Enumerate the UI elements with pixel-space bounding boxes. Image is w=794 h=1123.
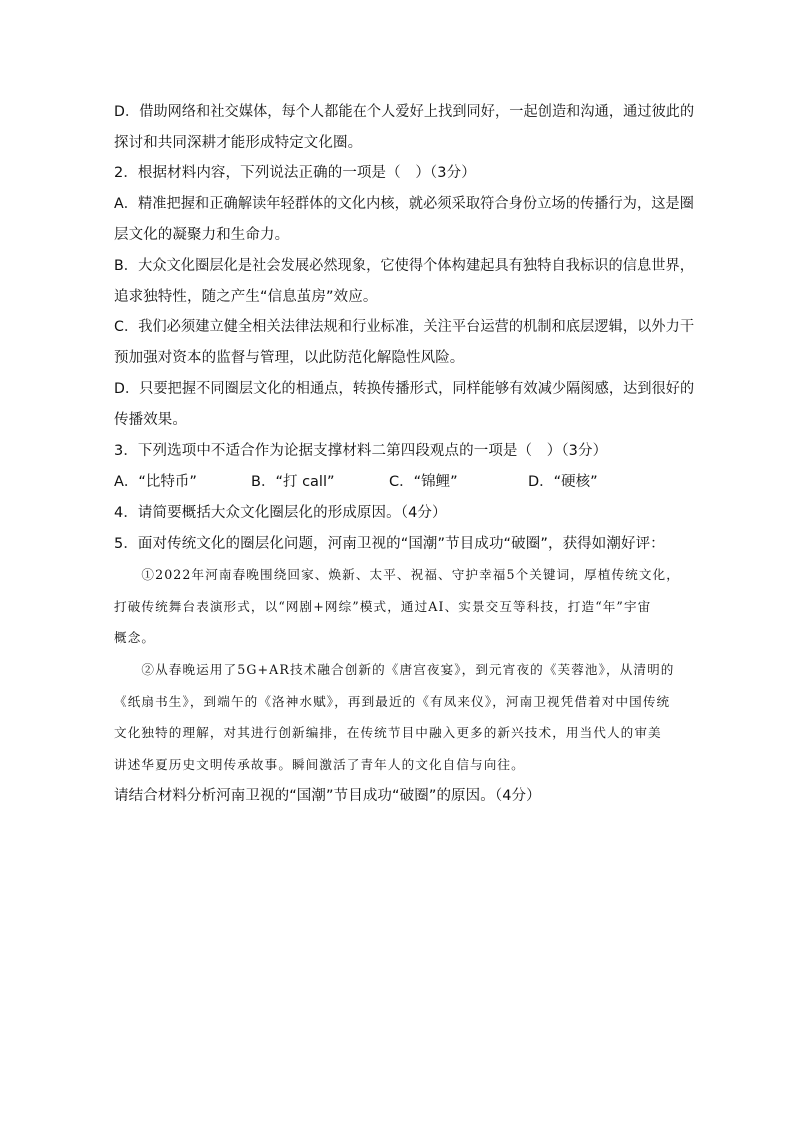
material-2-line-2: 《纸扇书生》，到端午的《洛神水赋》，再到最近的《有凤来仪》，河南卫视凭借着对中国传统 [114,694,671,709]
material-1-line-2: 打破传统舞台表演形式，以“网剧+网综”模式，通过AI、实景交互等科技，打造“年”宇宙 [114,599,652,614]
q3-option-b: B．“打 call” [251,474,335,490]
q2-option-b-line-1: B．大众文化圈层化是社会发展必然现象，它使得个体构建起具有独特自我标识的信息世界， [114,258,695,274]
material-2-line-3: 文化独特的理解，对其进行创新编排，在传统节目中融入更多的新兴技术，用当代人的审美 [114,725,662,740]
q2-option-c-line-1: C．我们必须建立健全相关法律法规和行业标准，关注平台运营的机制和底层逻辑，以外力干 [114,319,695,335]
question-5: 5．面对传统文化的圈层化问题，河南卫视的“国潮”节目成功“破圈”，获得如潮好评： [114,536,665,552]
q2-option-d-line-2: 传播效果。 [114,412,187,428]
q3-option-d: D．“硬核” [528,474,598,490]
material-1-line-3: 概念。 [114,630,156,645]
q2-option-c-line-2: 预加强对资本的监督与管理，以此防范化解隐性风险。 [114,350,465,366]
q3-option-c: C．“锦鲤” [389,474,458,490]
q2-option-a-line-2: 层文化的凝聚力和生命力。 [114,227,290,243]
question-5-prompt: 请结合材料分析河南卫视的“国潮”节目成功“破圈”的原因。（4分） [114,788,541,804]
question-4: 4．请简要概括大众文化圈层化的形成原因。（4分） [114,505,447,521]
q2-option-d-line-1: D．只要把握不同圈层文化的相通点，转换传播形式，同样能够有效减少隔阂感，达到很好的 [114,381,695,397]
q2-option-b-line-2: 追求独特性，随之产生“信息茧房”效应。 [114,289,378,305]
question-2: 2．根据材料内容，下列说法正确的一项是（ ）（3分） [114,165,476,181]
material-1-line-1: ①2022年河南春晚围绕回家、焕新、太平、祝福、守护幸福5个关键词，厚植传统文化， [114,567,680,582]
question-3: 3．下列选项中不适合作为论据支撑材料二第四段观点的一项是（ ）（3分） [114,443,608,459]
option-d-line-2: 探讨和共同深耕才能形成特定文化圈。 [114,135,363,151]
option-d-line-1: D．借助网络和社交媒体，每个人都能在个人爱好上找到同好，一起创造和沟通，通过彼此的 [114,104,695,120]
material-2-line-4: 讲述华夏历史文明传承故事。瞬间激活了青年人的文化自信与向往。 [114,757,525,772]
q2-option-a-line-1: A．精准把握和正确解读年轻群体的文化内核，就必须采取符合身份立场的传播行为，这是圈 [114,196,694,212]
q3-option-a: A．“比特币” [114,474,197,490]
material-2-line-1: ②从春晚运用了5G+AR技术融合创新的《唐宫夜宴》，到元宵夜的《芙蓉池》，从清明的 [114,662,675,677]
